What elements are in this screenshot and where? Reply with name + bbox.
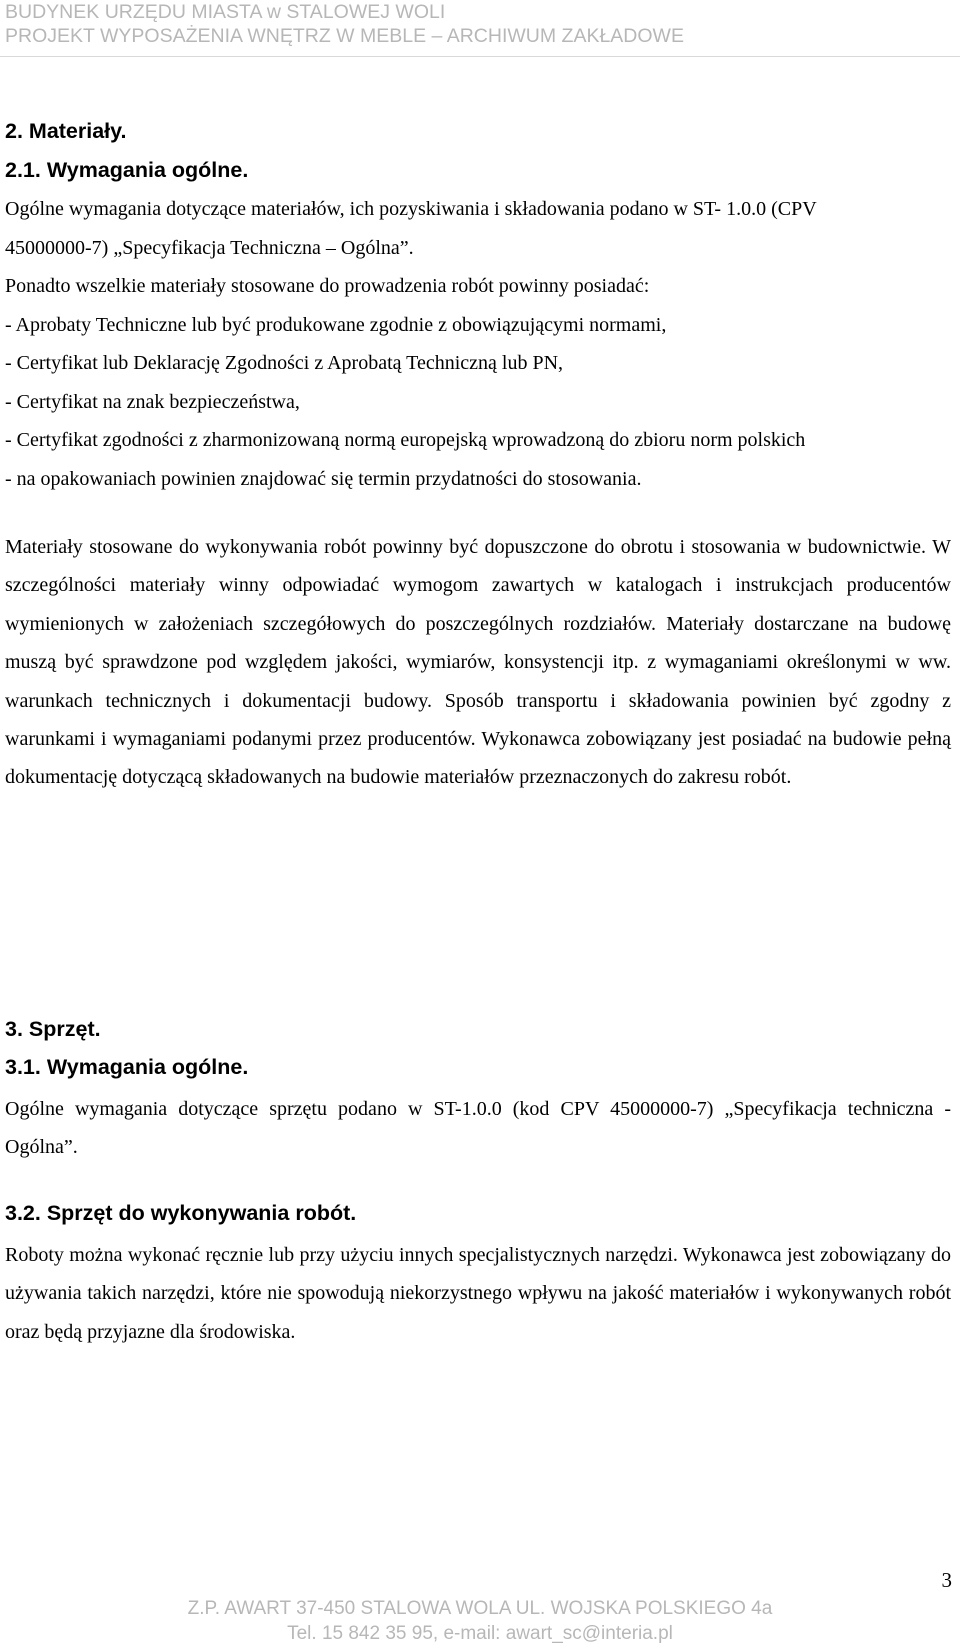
list-item: - na opakowaniach powinien znajdować się termin przydatności do stosowania. (5, 467, 642, 490)
section-3-2-heading: 3.2. Sprzęt do wykonywania robót. (5, 1201, 357, 1225)
page-header (5, 0, 684, 48)
equipment-general-paragraph: Ogólne wymagania dotyczące sprzętu podano w ST-1.0.0 (kod CPV 45000000-7) „Specyfikacja techniczna - Ogólna”. (5, 1098, 951, 1159)
footer-address: Z.P. AWART 37-450 STALOWA WOLA UL. WOJSKA POLSKIEGO 4a (187, 1598, 773, 1619)
materials-paragraph: Materiały stosowane do wykonywania robót powinny być dopuszczone do obrotu i stosowania w budownictwie. W szczególności materiały winny odpowiadać wymogom zawartych w katalogach i instrukcjach producentów wymienionych w założeniach szczegółowych do poszczególnych rozdziałów. Materiały dostarczane na budowę muszą być sprawdzone pod względem jakości, wymiarów, konsystencji itp. z wymaganiami określonymi w ww. warunkach technicznych i dokumentacji budowy. Sposób transportu i składowania powinien być zgodny z warunkami i wymaganiami podanymi przez producentów. Wykonawca zobowiązany jest posiadać na budowie pełną dokumentację dotyczącą składowanych na budowie materiałów przeznaczonych do zakresu robót. (5, 536, 951, 789)
section-2-heading: 2. Materiały. (5, 119, 127, 143)
list-item: - Certyfikat lub Deklarację Zgodności z Aprobatą Techniczną lub PN, (5, 352, 564, 374)
text-line: Ponadto wszelkie materiały stosowane do prowadzenia robót powinny posiadać: (5, 275, 650, 297)
list-item: - Aprobaty Techniczne lub być produkowane zgodnie z obowiązującymi normami, (5, 313, 667, 336)
section-3-1-heading: 3.1. Wymagania ogólne. (5, 1055, 249, 1079)
header-subtitle: PROJEKT WYPOSAŻENIA WNĘTRZ W MEBLE – ARCHIWUM ZAKŁADOWE (5, 25, 684, 47)
header-title: BUDYNEK URZĘDU MIASTA w STALOWEJ WOLI (5, 1, 446, 23)
section-2-1-heading: 2.1. Wymagania ogólne. (5, 158, 249, 182)
page-number: 3 (941, 1568, 952, 1592)
page-footer (0, 1596, 960, 1646)
footer-contact: Tel. 15 842 35 95, e-mail: awart_sc@interia.pl (287, 1623, 673, 1644)
section-3-heading: 3. Sprzęt. (5, 1017, 101, 1041)
materials-requirements-list (5, 190, 951, 498)
list-item: - Certyfikat na znak bezpieczeństwa, (5, 390, 300, 413)
list-item: - Certyfikat zgodności z zharmonizowaną normą europejską wprowadzoną do zbioru norm polskich (5, 429, 806, 451)
equipment-paragraph: Roboty można wykonać ręcznie lub przy użyciu innych specjalistycznych narzędzi. Wykonawca jest zobowiązany do używania takich narzędzi, które nie spowodują niekorzystnego wpływu na jakość materiałów i wykonywanych robót oraz będą przyjazne dla środowiska. (5, 1244, 951, 1343)
text-line: 45000000-7) „Specyfikacja Techniczna – Ogólna”. (5, 236, 414, 259)
text-line: Ogólne wymagania dotyczące materiałów, ich pozyskiwania i składowania podano w ST- 1.0.0 (CPV (5, 198, 817, 220)
header-divider (0, 56, 960, 57)
